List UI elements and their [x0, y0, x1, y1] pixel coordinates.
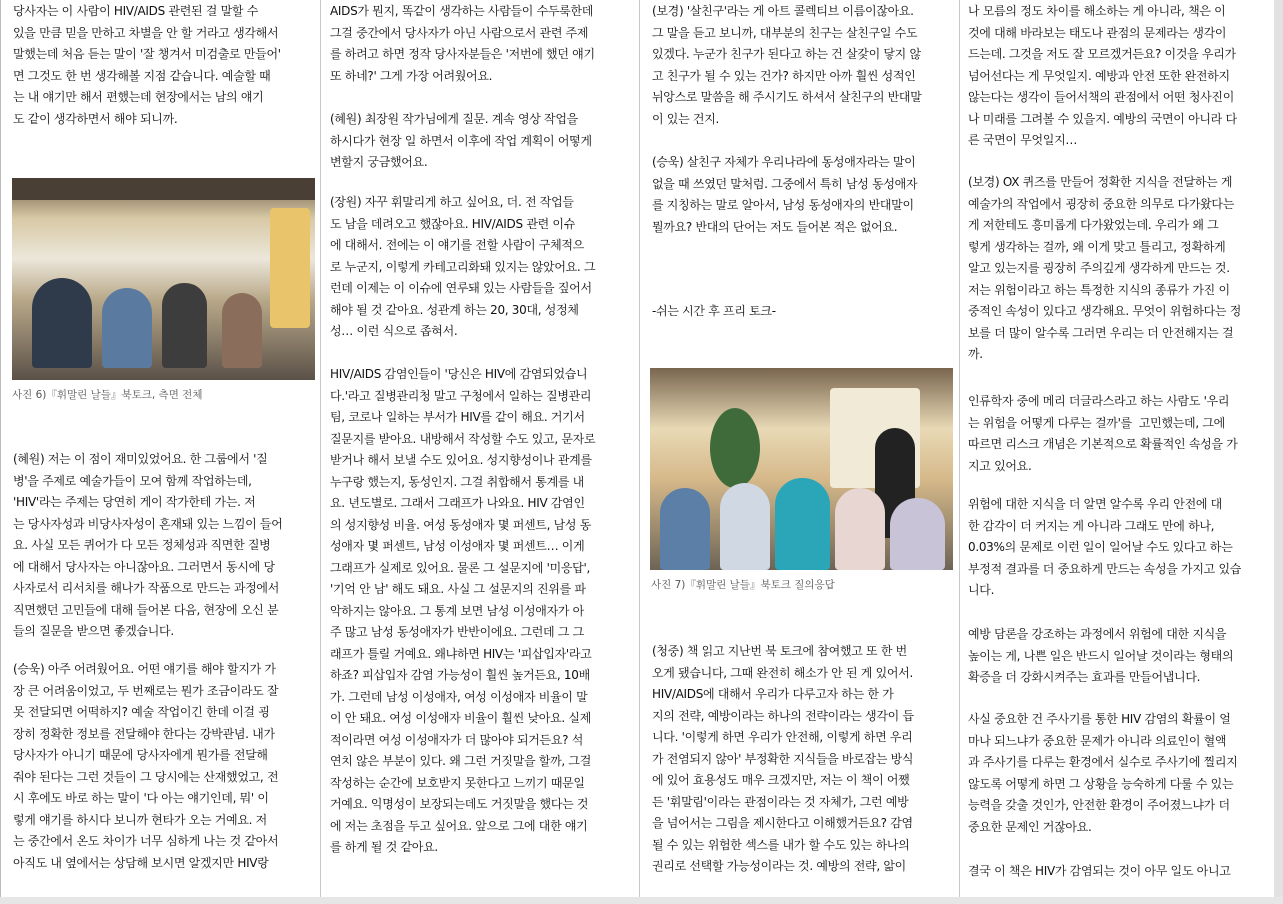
page-column-4 — [959, 0, 1283, 897]
booktalk-side-photo — [12, 178, 315, 380]
paragraph: 위험에 대한 지식을 더 알면 알수록 우리 안전에 대 한 감각이 더 커지는 게 아니라 그래도 만에 하나, 0.03%의 문제로 이런 일이 일어날 수도 있다고 하는 부정적 결과를 더 중요하게 만드는 속성을 가지고 있습 니다. — [968, 497, 1242, 597]
photo-caption: 사진 7)『휘말린 날들』북토크 질의응답 — [651, 579, 835, 591]
photo-caption: 사진 6)『휘말린 날들』북토크, 측면 전체 — [12, 389, 203, 401]
paragraph: HIV/AIDS 감염인들이 '당신은 HIV에 감염되었습니 다.'라고 질병관리청 말고 구청에서 일하는 질병관리 팀, 코로나 일하는 부서가 HIV를 같이 해요. 거기서 질문지를 받아요. 내방해서 작성할 수도 있고, 문자로 받거나 해서 보낼 수도 있어요. 성지향성이나 관계를 누구랑 했는지, 동성인지. 그걸 취합해서 통계를 내 요. 년도별로. 그래서 그래프가 나와요. HIV 감염인 의 성지향성 비율. 여성 동성애자 몇 퍼센트, 남성 동 성애자 몇 퍼센트, 남성 이성애자 몇 퍼센트… 이게 그래프가 실제로 있어요. 물론 그 설문지에 '미응답', '기억 안 남' 해도 돼요. 사실 그 설문지의 진위를 파 악하지는 않아요. 그 통계 보면 남성 이성애자가 아 주 많고 남성 동성애자가 반반이에요. 그런데 그 그 래프가 틀릴 거예요. 왜냐하면 HIV는 '피삽입자'라고 하죠? 피삽입자 감염 가능성이 훨씬 높거든요, 10배 가. 그런데 남성 이성애자, 여성 이성애자 비율이 말 이 안 돼요. 여성 이성애자 비율이 훨씬 낮아요. 실제 적이라면 여성 이성애자가 더 많아야 되거든요? 석 연치 않은 부분이 있다. 왜 그런 거짓말을 할까, 그걸 작성하는 순간에 보호받지 못한다고 느끼기 때문일 거예요. 익명성이 보장되는데도 거짓말을 했다는 것 에 저는 초점을 두고 싶어요. 앞으로 그에 대한 얘기 를 하게 될 것 같아요. — [330, 367, 596, 854]
paragraph: 당사자는 이 사람이 HIV/AIDS 관련된 걸 말할 수 있을 만큼 믿을 만하고 차별을 안 할 거라고 생각해서 말했는데 처음 듣는 말이 '잘 챙겨서 미검출로 만들어' 면 그것도 한 번 생각해볼 지점 같습니다. 예술할 때 는 내 얘기만 해서 편했는데 현장에서는 남의 얘기 도 같이 생각하면서 해야 되니까. — [13, 4, 281, 126]
paragraph: 나 모름의 정도 차이를 해소하는 게 아니라, 책은 이 것에 대해 바라보는 태도나 관점의 문제라는 생각이 드는데. 그것을 저도 잘 모르겠거든요? 이것을 우리가 넘어선다는 게 무엇일지. 예방과 안전 또한 완전하지 않는다는 생각이 들어서책의 관점에서 어떤 청사진이 나 미래를 그려볼 수 있을지. 예방의 국면이 아니라 다 른 국면이 무엇일지… — [968, 4, 1237, 147]
paragraph: 예방 담론을 강조하는 과정에서 위험에 대한 지식을 높이는 게, 나쁜 일은 반드시 일어날 것이라는 형태의 확증을 더 강화시켜주는 효과를 만들어냅니다. — [968, 627, 1234, 684]
paragraph: 인류학자 중에 메리 더글라스라고 하는 사람도 '우리 는 위험을 어떻게 다루는 걸까'를 고민했는데, 그에 따르면 리스크 개념은 기본적으로 확률적인 속성을 가 지고 있어요. — [968, 394, 1238, 473]
page-column-3 — [639, 0, 960, 897]
paragraph: (청중) 책 읽고 지난번 북 토크에 참여했고 또 한 번 오게 됐습니다, 그때 완전히 해소가 안 된 게 있어서. HIV/AIDS에 대해서 우리가 다루고자 하는 한 가 지의 전략, 예방이라는 하나의 전략이라는 생각이 듭 니다. '이렇게 하면 우리가 안전해, 이렇게 하면 우리 가 전염되지 않아' 부정확한 지식들을 바로잡는 방식 에 있어 효용성도 매우 크겠지만, 저는 이 책이 어쨌 든 '휘말림'이라는 관점이라는 것 자체가, 그런 예방 을 넘어서는 그림을 제시한다고 이해했거든요? 감염 될 수 있는 위험한 섹스를 내가 할 수도 있는 하나의 권리로 선택할 가능성이라는 것. 예방의 전략, 앎이 — [652, 644, 914, 873]
paragraph: 결국 이 책은 HIV가 감염되는 것이 아무 일도 아니고 — [968, 864, 1231, 878]
booktalk-qa-photo — [650, 368, 953, 570]
paragraph: 사실 중요한 건 주사기를 통한 HIV 감염의 확률이 얼 마나 되느냐가 중요한 문제가 아니라 의료인이 혈액 과 주사기를 다루는 환경에서 실수로 주사기에 찔리지 않도록 어떻게 하면 그 상황을 능숙하게 다룰 수 있는 능력을 갖출 것인가, 안전한 환경이 주어졌느냐가 더 중요한 문제인 거잖아요. — [968, 712, 1238, 834]
paragraph: (장원) 자꾸 휘말리게 하고 싶어요, 더. 전 작업들 도 남을 데려오고 했잖아요. HIV/AIDS 관련 이슈 에 대해서. 전에는 이 얘기를 전할 사람이 구체적으 로 누군지, 이렇게 카테고리화돼 있지는 않았어요. 그 런데 이제는 이 이슈에 연루돼 있는 사람들을 짚어서 해야 될 것 같아요. 성관계 하는 20, 30대, 성정체 성… 이런 식으로 좁혀서. — [330, 195, 596, 338]
section-divider-text: -쉬는 시간 후 프리 토크- — [652, 304, 776, 318]
paragraph: (혜원) 최장원 작가님에게 질문. 계속 영상 작업을 하시다가 현장 일 하면서 이후에 작업 계획이 어떻게 변할지 궁금했어요. — [330, 112, 592, 169]
paragraph: (보경) '살친구'라는 게 아트 콜렉티브 이름이잖아요. 그 말을 듣고 보니까, 대부분의 친구는 살친구일 수도 있겠다. 누군가 친구가 된다고 하는 건 살갗이 닿지 않 고 친구가 될 수 있는 건가? 하지만 아까 훨씬 성적인 뉘앙스로 말씀을 해 주시기도 하셔서 살친구의 반대말 이 있는 건지. — [652, 4, 922, 126]
scrollbar[interactable] — [1274, 0, 1283, 897]
paragraph: (승욱) 살친구 자체가 우리나라에 동성애자라는 말이 없을 때 쓰였던 말처럼. 그중에서 특히 남성 동성애자 를 지칭하는 말로 알아서, 남성 동성애자의 반대말이 뭘까요? 반대의 단어는 저도 들어본 적은 없어요. — [652, 155, 918, 234]
page-column-1 — [0, 0, 321, 897]
page-column-2 — [320, 0, 640, 897]
paragraph: AIDS가 뭔지, 똑같이 생각하는 사람들이 수두룩한데 그걸 중간에서 당사자가 아닌 사람으로서 관련 주제 를 하려고 하면 정작 당사자분들은 '저번에 했던 얘기 또 하네?' 그게 가장 어려웠어요. — [330, 4, 595, 83]
paragraph: (혜원) 저는 이 점이 재미있었어요. 한 그룹에서 '질 병'을 주제로 예술가들이 모여 함께 작업하는데, 'HIV'라는 주제는 당연히 게이 작가한테 가는. 저 는 당사자성과 비당사자성이 혼재돼 있는 느낌이 들어 요. 사실 모든 퀴어가 다 모든 정체성과 직면한 질병 에 대해서 당사자는 아니잖아요. 그러면서 동시에 당 사자로서 리서치를 해나가 작품으로 만드는 과정에서 직면했던 고민들에 대해 들어본 다음, 현장에 오신 분 들의 질문을 받으면 좋겠습니다. — [13, 452, 283, 638]
paragraph: (승욱) 아주 어려웠어요. 어떤 얘기를 해야 할지가 가 장 큰 어려움이었고, 두 번째로는 뭔가 조금이라도 잘 못 전달되면 어떡하지? 예술 작업이긴 한데 이걸 굉 장히 정확한 정보를 전달해야 한다는 강박관념. 내가 당사자가 아니기 때문에 당사자에게 뭔가를 전달해 줘야 된다는 그런 것들이 그 당시에는 산재했었고, 전 시 후에도 바로 하는 말이 '다 아는 얘기인데, 뭐' 이 렇게 얘기를 하시다 보니까 현타가 오는 거예요. 저 는 중간에서 온도 차이가 너무 심하게 나는 것 같아서 아직도 내 옆에서는 상담해 보시면 알겠지만 HIV랑 — [13, 662, 279, 870]
paragraph: (보경) OX 퀴즈를 만들어 정확한 지식을 전달하는 게 예술가의 작업에서 굉장히 중요한 의무로 다가왔다는 게 저한테도 흥미롭게 다가왔었는데. 우리가 왜 그 렇게 생각하는 걸까, 왜 이게 맞고 틀리고, 정확하게 알고 있는지를 굉장히 주의깊게 생각하게 만드는 것. 저는 위험이라고 하는 특정한 지식의 종류가 가진 이 중적인 속성이 있다고 생각해요. 무엇이 위험하다는 정 보를 더 많이 알수록 그러면 우리는 더 안전해지는 걸 까. — [968, 175, 1242, 361]
